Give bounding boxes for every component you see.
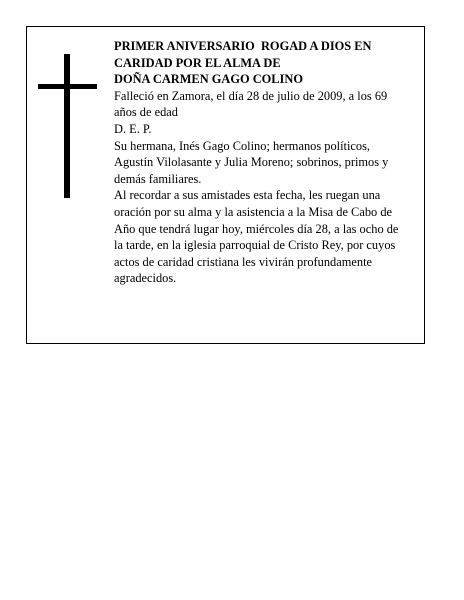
family-line: Su hermana, Inés Gago Colino; hermanos políticos, Agustín Vilolasante y Julia Moreno; sobrinos, primos y demás familiares. (114, 138, 389, 186)
notice-heading: PRIMER ANIVERSARIO ROGAD A DIOS EN CARIDAD POR EL ALMA DE (114, 39, 375, 70)
cross-icon (64, 54, 70, 198)
death-info: Falleció en Zamora, el día 28 de julio de 2009, a los 69 años de edad (114, 88, 388, 120)
obituary-notice-text (114, 38, 410, 287)
cross-icon-crossbar (38, 84, 97, 89)
mass-invitation: Al recordar a sus amistades esta fecha, les ruegan una oración por su alma y la asistencia a la Misa de Cabo de Año que tendrá lugar hoy, miércoles día 28, a las ocho de la tarde, en la iglesia parroquial de Cristo Rey, por cuyos actos de caridad cristiana les vivirán profundamente agradecidos. (114, 188, 399, 286)
deceased-name: DOÑA CARMEN GAGO COLINO (114, 72, 303, 87)
dep-line: D. E. P. (114, 121, 152, 136)
